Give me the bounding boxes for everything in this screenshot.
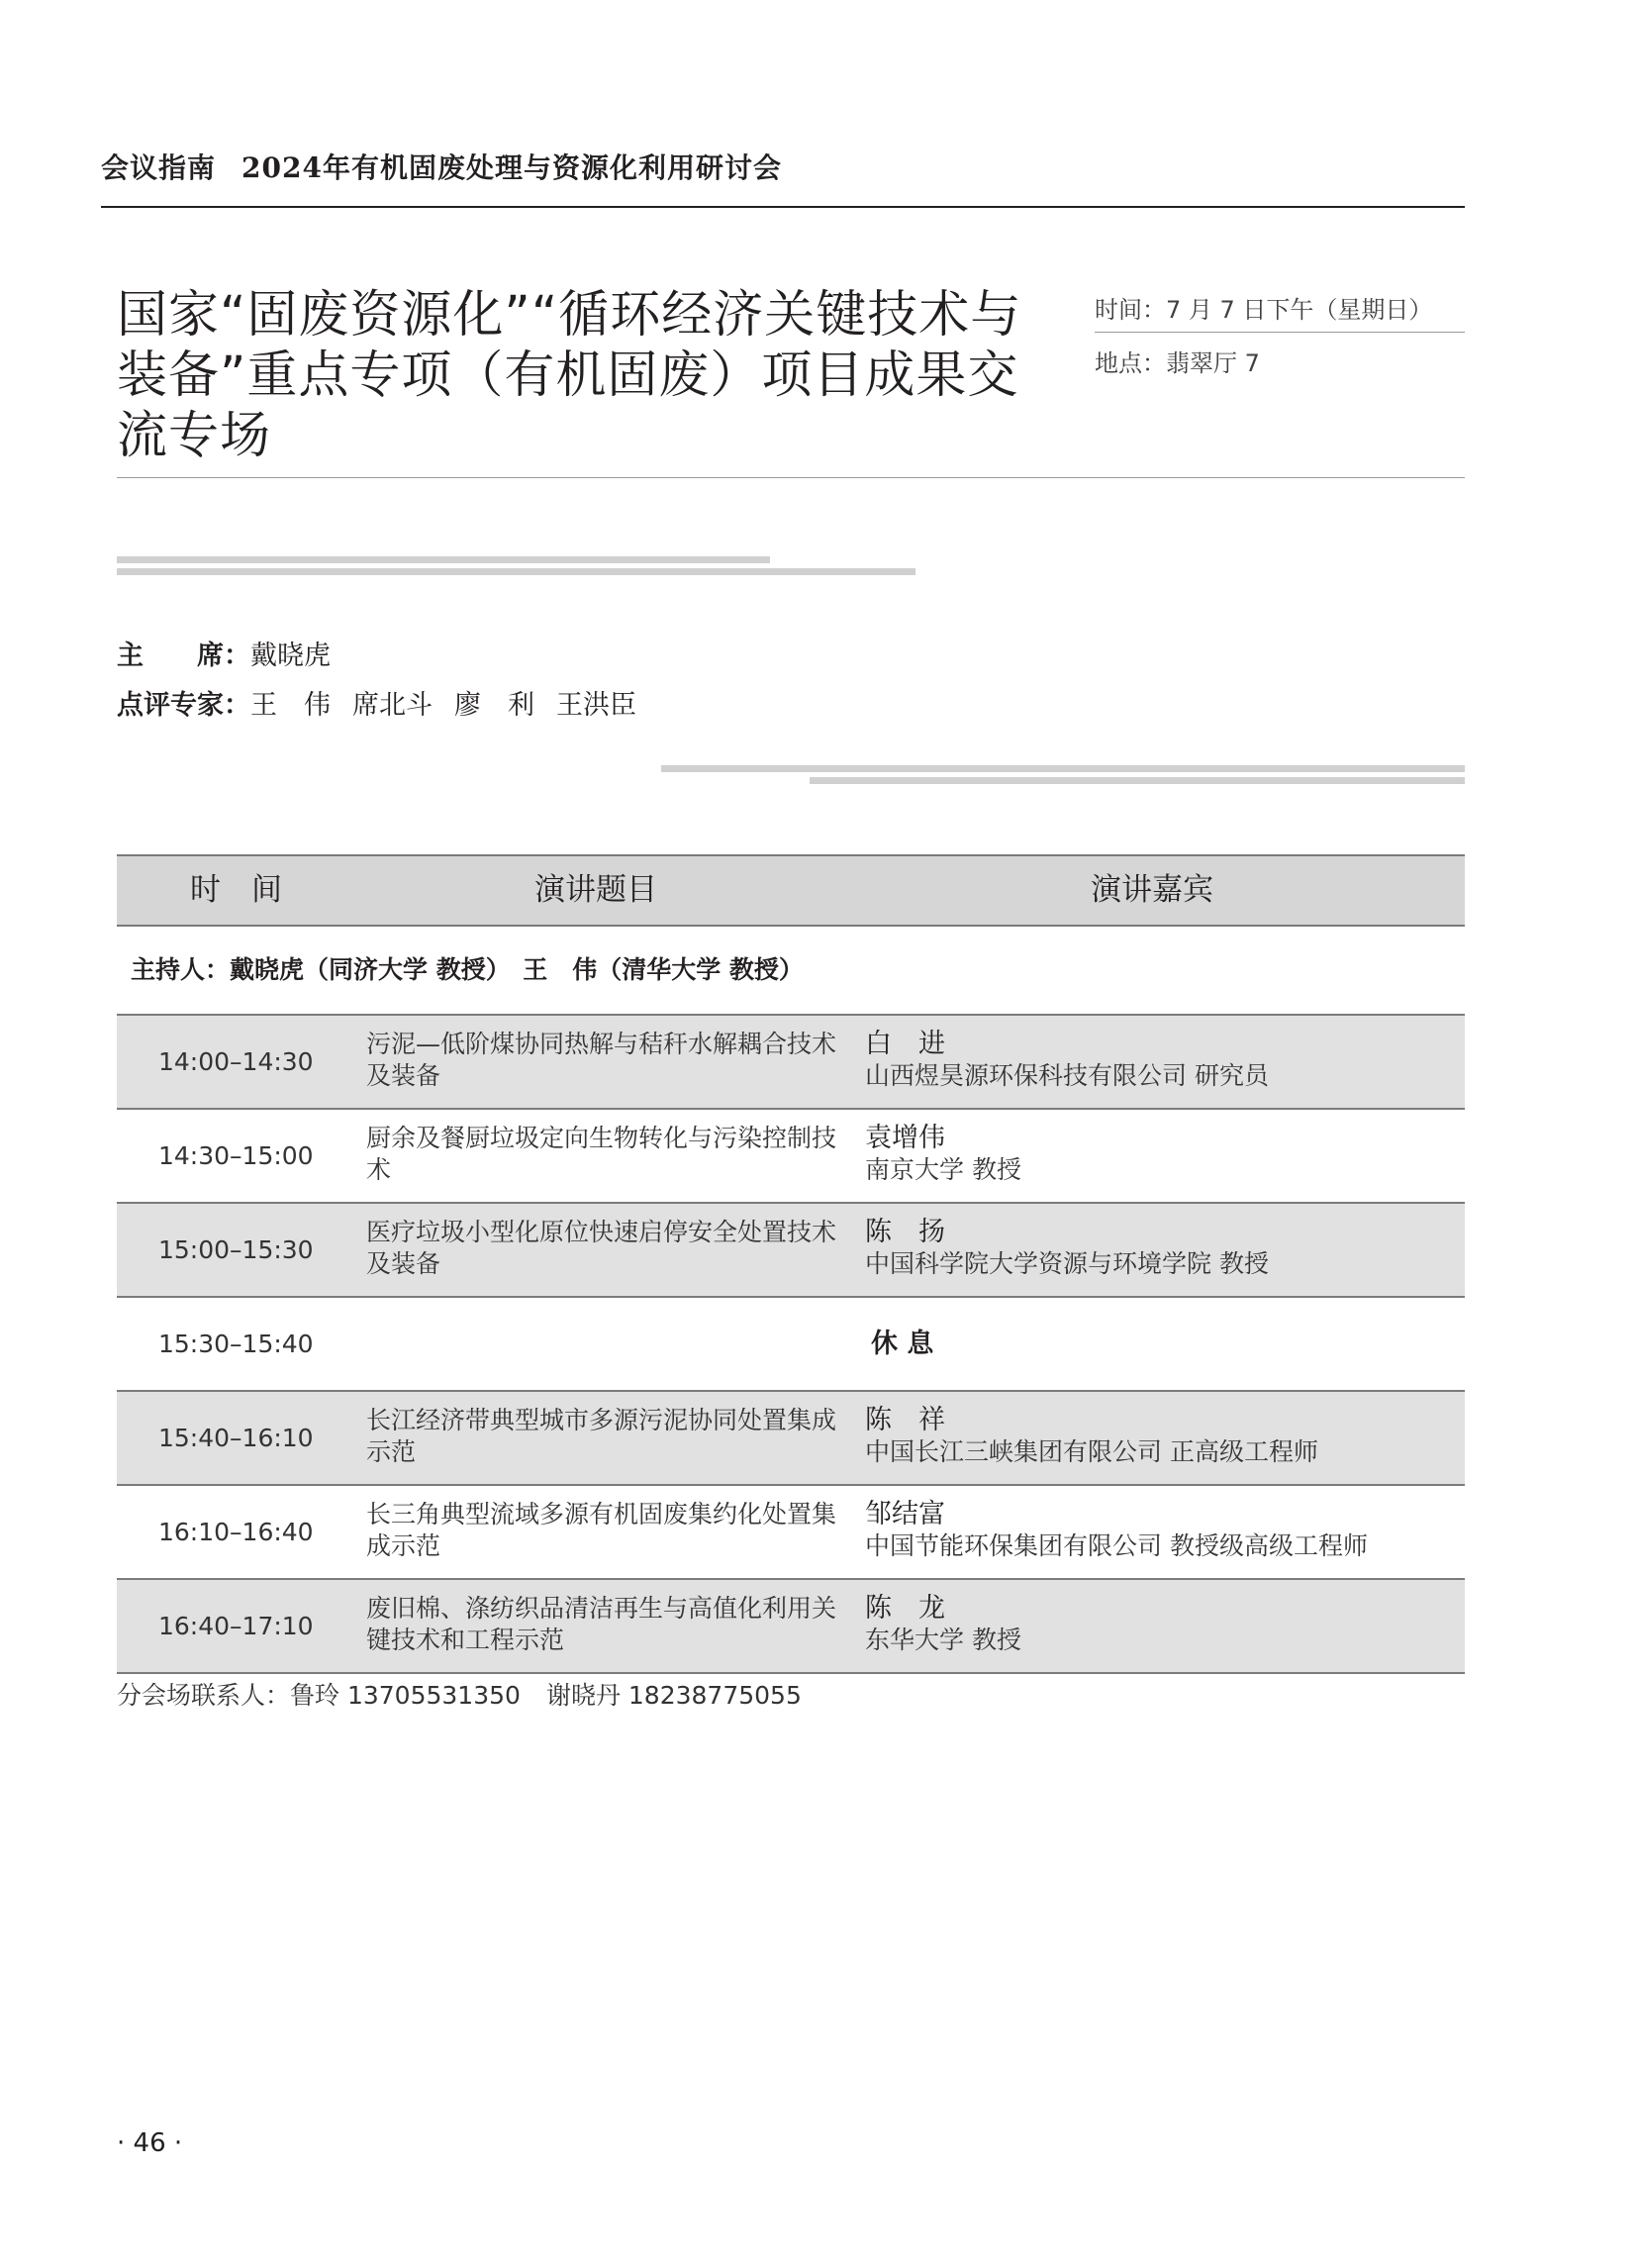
header-divider — [101, 206, 1465, 208]
reviewer-name: 廖 利 — [454, 690, 534, 721]
speaker-affiliation: 中国科学院大学资源与环境学院 教授 — [865, 1249, 1269, 1278]
decorative-bar — [117, 568, 915, 575]
reviewer-name: 席北斗 — [352, 690, 433, 721]
header-speaker: 演讲嘉宾 — [1091, 872, 1213, 908]
chair-label: 主 席： — [117, 641, 250, 671]
speaker-name: 陈 祥 — [865, 1405, 945, 1435]
talk-topic: 废旧棉、涤纺织品清洁再生与高值化利用关键技术和工程示范 — [366, 1594, 837, 1654]
speaker-affiliation: 南京大学 教授 — [865, 1155, 1021, 1184]
table-row-break — [117, 1298, 1465, 1392]
speaker-affiliation: 中国节能环保集团有限公司 教授级高级工程师 — [865, 1531, 1368, 1560]
decorative-bar — [661, 765, 1465, 772]
contact-person: 谢晓丹 18238775055 — [545, 1681, 802, 1710]
decorative-bar — [117, 556, 770, 563]
slot-time: 16:10–16:40 — [158, 1518, 314, 1546]
speaker — [865, 1217, 1269, 1280]
speaker-name: 白 进 — [865, 1029, 945, 1059]
table-row — [117, 1486, 1465, 1580]
speaker-name: 陈 龙 — [865, 1593, 945, 1624]
reviewer-name: 王洪臣 — [556, 690, 636, 721]
speaker-affiliation: 中国长江三峡集团有限公司 正高级工程师 — [865, 1437, 1318, 1466]
table-row — [117, 1110, 1465, 1204]
reviewer-name: 王 伟 — [250, 690, 331, 721]
slot-time: 15:30–15:40 — [158, 1330, 314, 1358]
contact-person: 鲁玲 13705531350 — [290, 1681, 521, 1710]
speaker-name: 邹结富 — [865, 1499, 945, 1529]
slot-time: 14:30–15:00 — [158, 1141, 314, 1170]
host-text: 主持人：戴晓虎（同济大学 教授） 王 伟（清华大学 教授） — [131, 955, 804, 984]
chair-name: 戴晓虎 — [250, 641, 331, 671]
header-section: 会议指南 — [101, 151, 217, 184]
talk-topic: 医疗垃圾小型化原位快速启停安全处置技术及装备 — [366, 1218, 837, 1278]
table-header-row — [117, 854, 1465, 927]
speaker-affiliation: 东华大学 教授 — [865, 1626, 1021, 1654]
chair-line — [117, 634, 331, 672]
info-divider — [1095, 332, 1465, 333]
speaker-affiliation: 山西煜昊源环保科技有限公司 研究员 — [865, 1061, 1269, 1090]
slot-time: 14:00–14:30 — [158, 1047, 314, 1076]
running-header — [101, 147, 782, 186]
table-row — [117, 1016, 1465, 1110]
title-divider — [117, 477, 1465, 478]
speaker — [865, 1405, 1318, 1468]
schedule-table — [117, 854, 1465, 1674]
session-time: 时间：7 月 7 日下午（星期日） — [1095, 296, 1433, 324]
venue-contacts — [117, 1676, 802, 1712]
decorative-bar — [810, 777, 1465, 784]
speaker — [865, 1029, 1269, 1092]
speaker-name: 陈 扬 — [865, 1217, 945, 1247]
reviewers-line — [117, 683, 658, 722]
table-row — [117, 1204, 1465, 1298]
table-row — [117, 1580, 1465, 1674]
slot-time: 15:40–16:10 — [158, 1424, 314, 1452]
talk-topic: 长江经济带典型城市多源污泥协同处置集成示范 — [366, 1406, 837, 1466]
talk-topic: 污泥—低阶煤协同热解与秸秆水解耦合技术及装备 — [366, 1030, 837, 1090]
header-topic: 演讲题目 — [534, 872, 657, 908]
slot-time: 15:00–15:30 — [158, 1235, 314, 1264]
speaker — [865, 1123, 1021, 1186]
speaker — [865, 1593, 1021, 1656]
talk-topic: 厨余及餐厨垃圾定向生物转化与污染控制技术 — [366, 1124, 837, 1184]
header-conference: 2024年有机固废处理与资源化利用研讨会 — [241, 151, 782, 184]
speaker — [865, 1499, 1368, 1562]
break-label: 休 息 — [871, 1329, 934, 1359]
table-row — [117, 1392, 1465, 1486]
page-number: · 46 · — [117, 2128, 183, 2158]
header-time: 时 间 — [190, 872, 282, 908]
host-row — [117, 927, 1465, 1016]
contact-label: 分会场联系人： — [117, 1681, 291, 1710]
talk-topic: 长三角典型流域多源有机固废集约化处置集成示范 — [366, 1500, 837, 1560]
session-place: 地点：翡翠厅 7 — [1095, 349, 1260, 377]
reviewers-label: 点评专家： — [117, 690, 250, 721]
speaker-name: 袁增伟 — [865, 1123, 945, 1153]
session-title: 国家“固废资源化”“循环经济关键技术与装备”重点专项（有机固废）项目成果交流专场 — [117, 286, 1022, 465]
slot-time: 16:40–17:10 — [158, 1612, 314, 1640]
